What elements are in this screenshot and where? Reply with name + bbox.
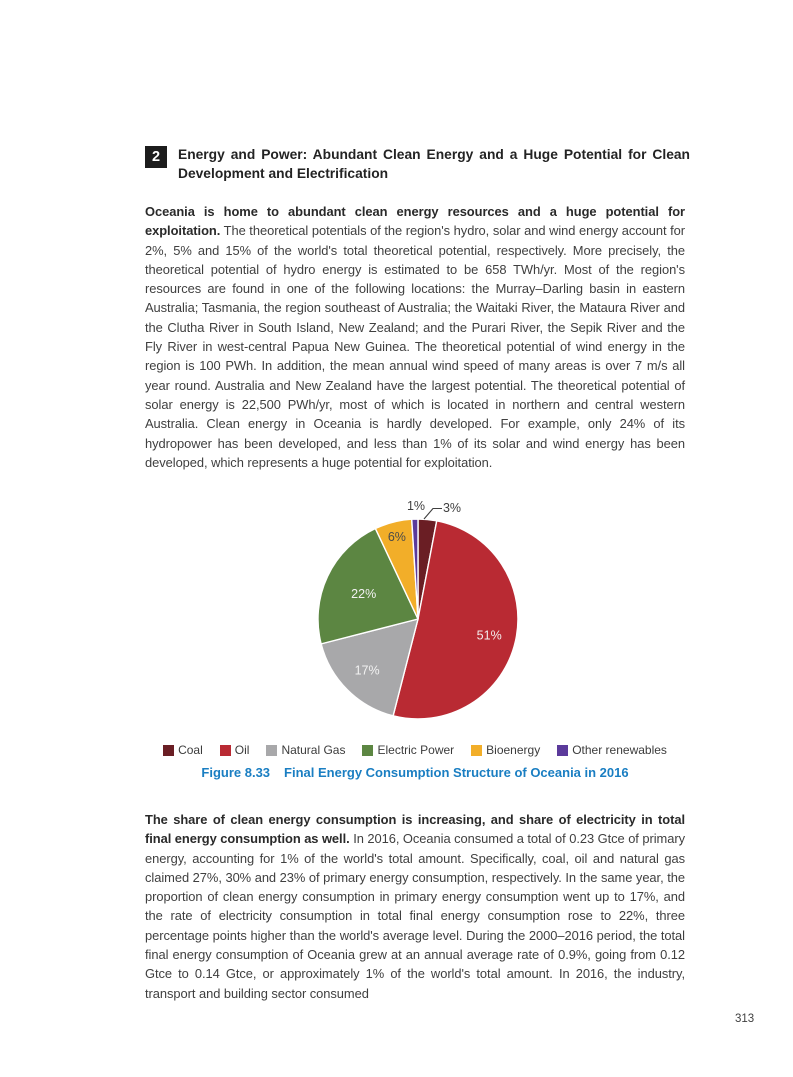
pie-slice-label-oil: 51% bbox=[476, 628, 502, 643]
figure-caption-label: Figure 8.33 bbox=[201, 765, 271, 780]
legend-item-natural-gas bbox=[266, 743, 345, 757]
pie-chart bbox=[282, 492, 562, 732]
legend-label: Electric Power bbox=[377, 743, 455, 757]
legend-label: Coal bbox=[178, 743, 203, 757]
legend-item-other-renewables bbox=[557, 743, 667, 757]
legend-label: Other renewables bbox=[572, 743, 667, 757]
legend-item-oil bbox=[220, 743, 250, 757]
page-number: 313 bbox=[735, 1013, 755, 1025]
legend-label: Oil bbox=[234, 743, 250, 757]
pie-label-leader-line bbox=[424, 509, 442, 520]
paragraph-body-text: The theoretical potentials of the region's hydro, solar and wind energy account for 2%, 5% and 15% of the world's total theoretical potential, respectively. More precisely, the theoretical potential of hydro energy is estimated to be 658 TWh/yr. Most of the region's resources are found in one of the following locations: the Murray–Darling basin in eastern Australia; Tasmania, the region southeast of Australia; the Waitaki River, the Mataura River and the Clutha River in South Island, New Zealand; and the Purari River, the Sepik River and the Fly River in west-central Papua New Guinea. The theoretical potential of wind energy in the region is 100 PWh. In addition, the mean annual wind speed of many areas is over 7 m/s all year round. Australia and New Zealand have the largest potential. The theoretical potential of solar energy is 22,500 PWh/yr, most of which is located in northern and central western Australia. Clean energy in Oceania is hardly developed. For example, only 24% of its hydropower has been developed, and less than 1% of its solar and wind energy has been developed, which represents a huge potential for exploitation. bbox=[145, 223, 685, 470]
section-number-badge: 2 bbox=[145, 146, 167, 168]
paragraph-lead-sentence: Oceania is home to abundant clean energy resources and a huge potential for exploitation. bbox=[145, 204, 685, 239]
pie-slice-label-other-renewables: 1% bbox=[406, 499, 426, 513]
figure-caption bbox=[125, 765, 705, 780]
legend-swatch-coal bbox=[163, 745, 174, 756]
section-title: Energy and Power: Abundant Clean Energy and a Huge Potential for Clean Development and Electrification bbox=[178, 147, 690, 181]
figure-caption-text: Final Energy Consumption Structure of Oceania in 2016 bbox=[284, 765, 629, 780]
pie-slice-label-coal: 3% bbox=[442, 501, 462, 515]
legend-swatch-other-renewables bbox=[557, 745, 568, 756]
pie-slice-label-electric-power: 22% bbox=[351, 587, 377, 601]
legend-item-electric-power bbox=[362, 743, 454, 757]
pie-slice-label-bioenergy: 6% bbox=[387, 530, 406, 545]
pie-slice-label-natural-gas: 17% bbox=[354, 663, 380, 678]
chart-legend bbox=[125, 742, 705, 758]
paragraph-lead-sentence: The share of clean energy consumption is increasing, and share of electricity in total final energy consumption as well. bbox=[145, 812, 685, 847]
paragraph-body-text: In 2016, Oceania consumed a total of 0.23 Gtce of primary energy, accounting for 1% of the world's total amount. Specifically, coal, oil and natural gas claimed 27%, 30% and 23% of primary energy consumption, respectively. In the same year, the proportion of clean energy consumption in primary energy consumption went up to 17%, and the rate of electricity consumption in total final energy consumption rose to 22%, three percentage points higher than the world's average level. During the 2000–2016 period, the total final energy consumption of Oceania grew at an annual average rate of 0.9%, going from 0.12 Gtce to 0.14 Gtce, or approximately 1% of the world's total amount. In 2016, the industry, transport and building sector consumed bbox=[145, 831, 685, 1001]
legend-label: Natural Gas bbox=[281, 743, 346, 757]
legend-swatch-oil bbox=[220, 745, 231, 756]
legend-swatch-electric-power bbox=[362, 745, 373, 756]
paragraph-clean-energy-potential bbox=[145, 202, 685, 472]
legend-item-coal bbox=[163, 743, 203, 757]
legend-item-bioenergy bbox=[471, 743, 540, 757]
section-header bbox=[145, 146, 690, 183]
legend-swatch-bioenergy bbox=[471, 745, 482, 756]
paragraph-clean-energy-share bbox=[145, 810, 685, 1003]
legend-swatch-natural-gas bbox=[266, 745, 277, 756]
legend-label: Bioenergy bbox=[486, 743, 541, 757]
